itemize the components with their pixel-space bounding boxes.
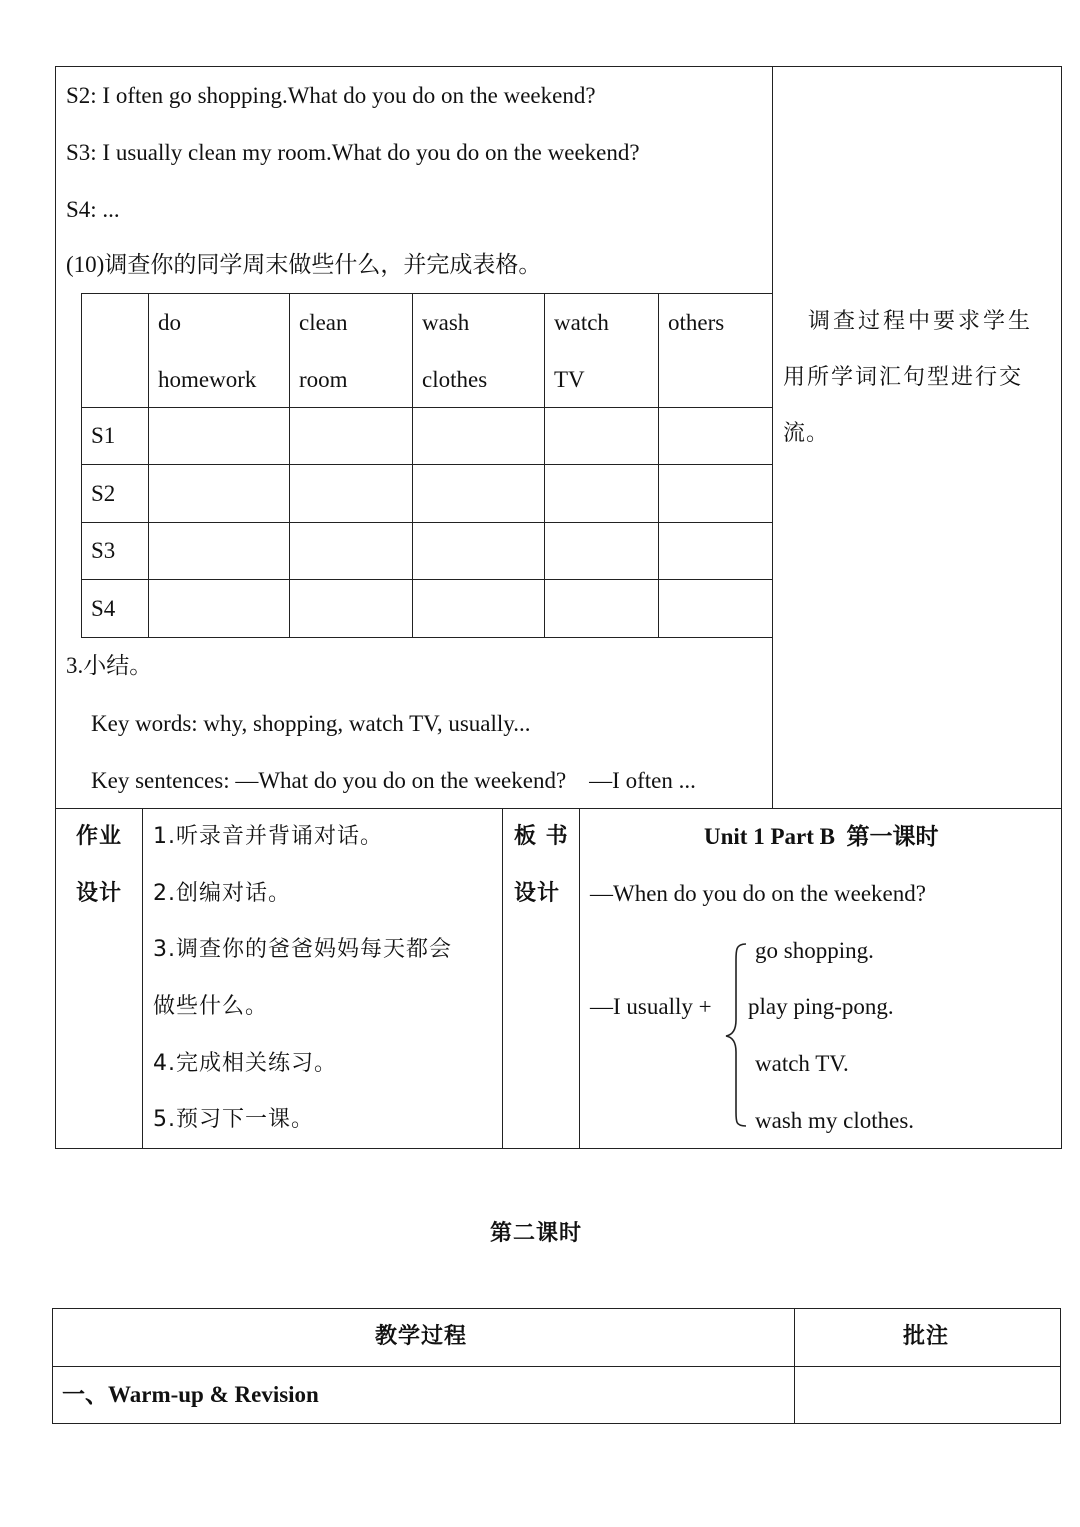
lesson2-header-process: 教学过程 bbox=[375, 1324, 468, 1349]
lesson2-header-notes: 批注 bbox=[903, 1324, 950, 1349]
curly-brace-icon bbox=[720, 940, 752, 1130]
homework-item: 2.创编对话。 bbox=[153, 881, 291, 906]
board-label-line1: 板 书 bbox=[514, 824, 569, 849]
dialogue-line-s4: S4: ... bbox=[66, 197, 120, 222]
survey-row-line bbox=[81, 464, 773, 465]
board-title: Unit 1 Part B 第一课时 bbox=[704, 824, 939, 849]
survey-header-4a: watch bbox=[554, 310, 609, 335]
survey-col-line bbox=[412, 293, 413, 638]
survey-row-label: S3 bbox=[91, 538, 116, 563]
survey-row-line bbox=[81, 579, 773, 580]
homework-item: 5.预习下一课。 bbox=[153, 1107, 314, 1132]
lesson2-title: 第二课时 bbox=[490, 1221, 583, 1246]
board-option: watch TV. bbox=[755, 1051, 849, 1076]
survey-header-4b: TV bbox=[554, 367, 585, 392]
board-option: go shopping. bbox=[755, 938, 874, 963]
homework-item: 3.调查你的爸爸妈妈每天都会 bbox=[153, 937, 452, 962]
dialogue-line-s3: S3: I usually clean my room.What do you do on the weekend? bbox=[66, 140, 640, 165]
survey-instruction: (10)调查你的同学周末做些什么，并完成表格。 bbox=[66, 252, 542, 277]
survey-row-label: S1 bbox=[91, 423, 116, 448]
homework-label-line2: 设计 bbox=[76, 881, 123, 906]
lesson2-col-divider bbox=[794, 1308, 795, 1424]
homework-item: 4.完成相关练习。 bbox=[153, 1051, 337, 1076]
board-option: wash my clothes. bbox=[755, 1108, 915, 1133]
board-stem: —I usually + bbox=[590, 994, 712, 1019]
survey-header-5a: others bbox=[668, 310, 725, 335]
homework-item: 做些什么。 bbox=[153, 994, 269, 1019]
survey-header-2a: clean bbox=[299, 310, 348, 335]
survey-header-2b: room bbox=[299, 367, 348, 392]
board-question: —When do you do on the weekend? bbox=[590, 881, 926, 906]
survey-row-label: S4 bbox=[91, 596, 116, 621]
survey-col-line bbox=[658, 293, 659, 638]
survey-header-3a: wash bbox=[422, 310, 470, 335]
lesson2-first-row: 一、Warm-up & Revision bbox=[62, 1382, 319, 1407]
note-line-3: 流。 bbox=[783, 421, 830, 446]
key-sentences: Key sentences: —What do you do on the weekend? —I often ... bbox=[91, 768, 696, 793]
board-left-divider bbox=[502, 808, 503, 1149]
note-line-1: 调查过程中要求学生 bbox=[808, 309, 1034, 334]
survey-header-1a: do bbox=[158, 310, 181, 335]
survey-col-line bbox=[544, 293, 545, 638]
survey-row-line bbox=[81, 407, 773, 408]
board-label-divider bbox=[579, 808, 580, 1149]
homework-row-divider bbox=[55, 808, 1062, 809]
lesson2-row-divider bbox=[52, 1366, 1061, 1367]
key-words: Key words: why, shopping, watch TV, usually... bbox=[91, 711, 531, 736]
homework-item: 1.听录音并背诵对话。 bbox=[153, 824, 383, 849]
summary-heading: 3.小结。 bbox=[66, 653, 153, 678]
board-label-line2: 设计 bbox=[514, 881, 561, 906]
note-line-2: 用所学词汇句型进行交 bbox=[783, 365, 1024, 390]
survey-col-line bbox=[148, 293, 149, 638]
survey-row-label: S2 bbox=[91, 481, 116, 506]
survey-header-1b: homework bbox=[158, 367, 257, 392]
board-option: play ping-pong. bbox=[748, 994, 894, 1019]
homework-label-divider bbox=[142, 808, 143, 1149]
survey-header-3b: clothes bbox=[422, 367, 488, 392]
survey-table-frame bbox=[81, 293, 773, 638]
homework-label-line1: 作业 bbox=[76, 824, 123, 849]
dialogue-line-s2: S2: I often go shopping.What do you do on the weekend? bbox=[66, 83, 596, 108]
survey-row-line bbox=[81, 522, 773, 523]
survey-col-line bbox=[289, 293, 290, 638]
